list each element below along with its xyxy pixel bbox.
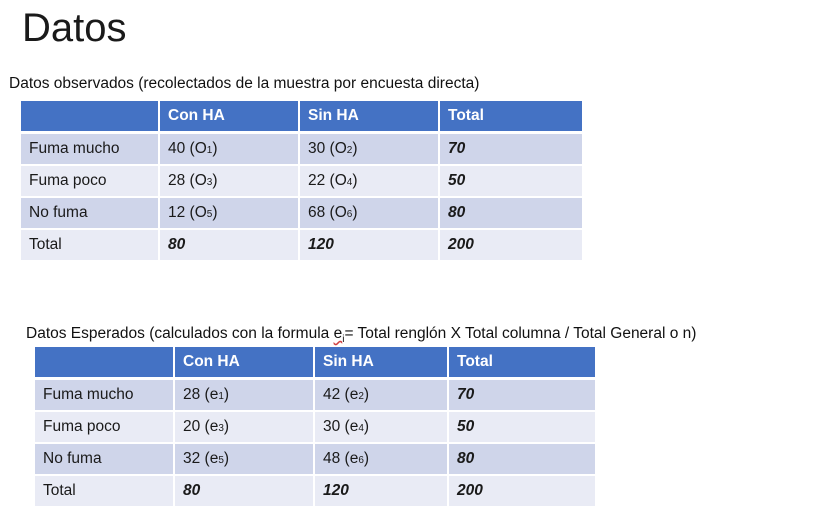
observed-header-total: Total xyxy=(439,101,582,133)
totals-row xyxy=(21,229,582,261)
observed-caption: Datos observados (recolectados de la muestra por encuesta directa) xyxy=(9,75,480,92)
expected-cell: 28 (e1) xyxy=(174,379,314,412)
row-label: No fuma xyxy=(35,443,174,475)
table-row xyxy=(21,165,582,197)
expected-caption: Datos Esperados (calculados con la formula $e_i=$ Total renglón X Total columna / Total General o n) xyxy=(26,325,697,346)
expected-table xyxy=(35,347,595,508)
observed-header-row xyxy=(21,101,582,133)
observed-cell: 12 (O5) xyxy=(159,197,299,229)
grand-total: 200 xyxy=(439,229,582,261)
observed-cell: 30 (O2) xyxy=(299,133,439,166)
observed-header-sin-ha: Sin HA xyxy=(299,101,439,133)
column-total-con-ha: 80 xyxy=(159,229,299,261)
expected-header-sin-ha: Sin HA xyxy=(314,347,448,379)
table-row xyxy=(35,411,595,443)
row-total: 70 xyxy=(439,133,582,166)
row-total: 80 xyxy=(448,443,595,475)
observed-cell: 28 (O3) xyxy=(159,165,299,197)
table-row xyxy=(21,197,582,229)
row-label: Total xyxy=(35,475,174,507)
column-total-con-ha: 80 xyxy=(174,475,314,507)
table-row xyxy=(21,133,582,166)
observed-cell: 40 (O1) xyxy=(159,133,299,166)
expected-header-con-ha: Con HA xyxy=(174,347,314,379)
observed-header-con-ha: Con HA xyxy=(159,101,299,133)
expected-cell: 42 (e2) xyxy=(314,379,448,412)
row-total: 70 xyxy=(448,379,595,412)
row-total: 80 xyxy=(439,197,582,229)
table-row xyxy=(35,443,595,475)
expected-cell: 48 (e6) xyxy=(314,443,448,475)
row-total: 50 xyxy=(439,165,582,197)
table-row xyxy=(35,379,595,412)
row-total: 50 xyxy=(448,411,595,443)
row-label: Fuma mucho xyxy=(21,133,159,166)
expected-header-blank xyxy=(35,347,174,379)
row-label: Total xyxy=(21,229,159,261)
row-label: Fuma mucho xyxy=(35,379,174,412)
expected-cell: 32 (e5) xyxy=(174,443,314,475)
observed-header-blank xyxy=(21,101,159,133)
observed-cell: 22 (O4) xyxy=(299,165,439,197)
grand-total: 200 xyxy=(448,475,595,507)
expected-cell: 30 (e4) xyxy=(314,411,448,443)
column-total-sin-ha: 120 xyxy=(314,475,448,507)
row-label: Fuma poco xyxy=(21,165,159,197)
row-label: Fuma poco xyxy=(35,411,174,443)
column-total-sin-ha: 120 xyxy=(299,229,439,261)
expected-header-row xyxy=(35,347,595,379)
observed-table xyxy=(21,101,582,262)
observed-cell: 68 (O6) xyxy=(299,197,439,229)
expected-header-total: Total xyxy=(448,347,595,379)
row-label: No fuma xyxy=(21,197,159,229)
totals-row xyxy=(35,475,595,507)
expected-cell: 20 (e3) xyxy=(174,411,314,443)
page-title: Datos xyxy=(22,6,127,50)
